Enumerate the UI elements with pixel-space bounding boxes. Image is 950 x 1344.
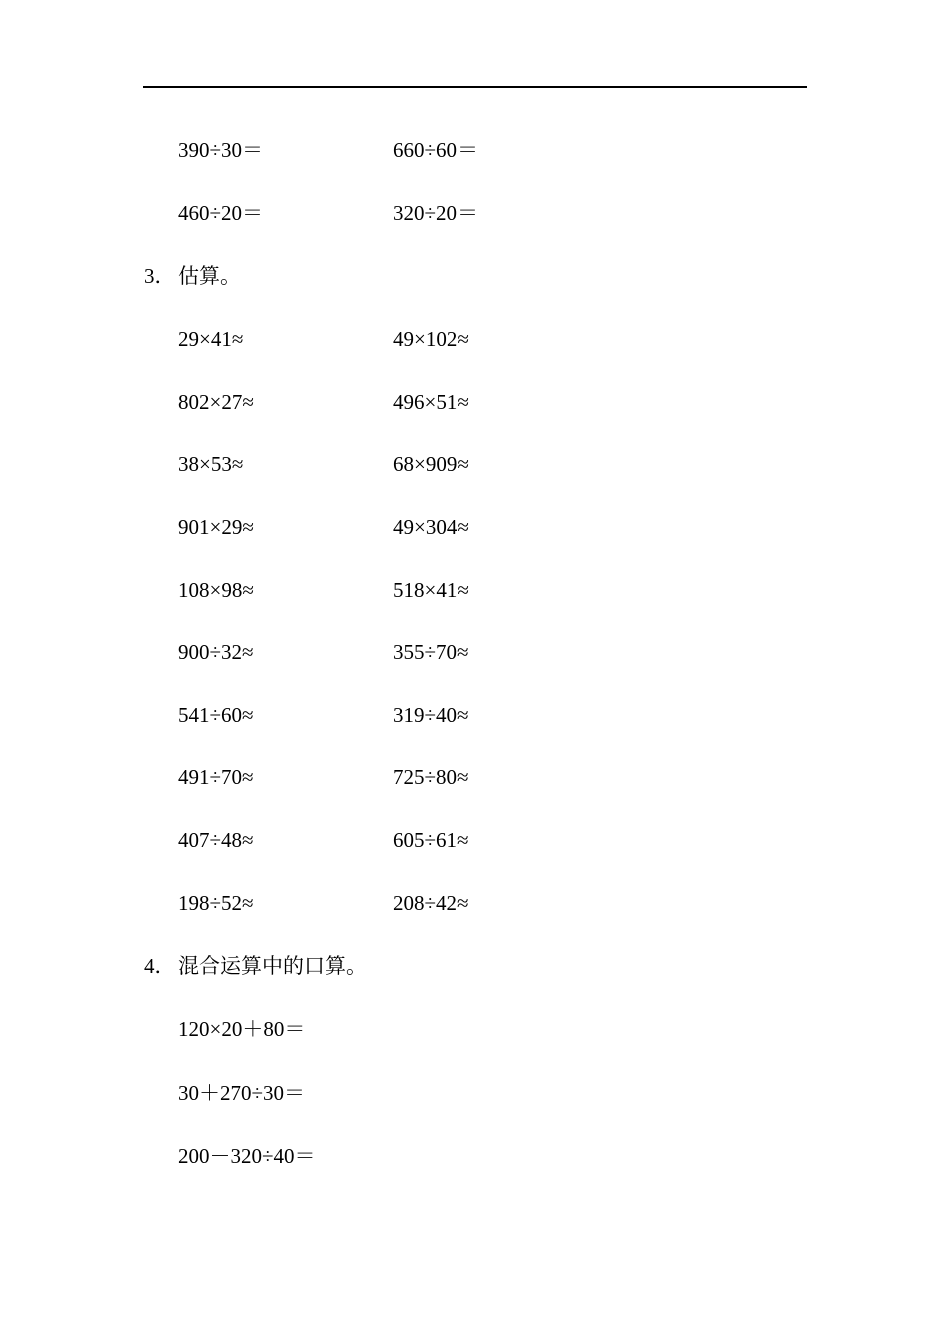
problem: 660÷60＝ — [393, 138, 479, 162]
estimate-problem: 198÷52≈ — [178, 891, 254, 915]
estimate-problem: 355÷70≈ — [393, 640, 469, 664]
problem: 390÷30＝ — [178, 138, 264, 162]
estimate-problem: 49×102≈ — [393, 327, 469, 351]
section-number: 4． — [144, 954, 176, 978]
estimate-problem: 407÷48≈ — [178, 828, 254, 852]
estimate-problem: 108×98≈ — [178, 578, 254, 602]
estimate-problem: 491÷70≈ — [178, 765, 254, 789]
section-number: 3． — [144, 264, 176, 288]
estimate-problem: 68×909≈ — [393, 452, 469, 476]
estimate-problem: 38×53≈ — [178, 452, 244, 476]
estimate-problem: 208÷42≈ — [393, 891, 469, 915]
estimate-problem: 518×41≈ — [393, 578, 469, 602]
section-4-heading — [144, 951, 367, 981]
problem: 320÷20＝ — [393, 201, 479, 225]
mixed-problem: 200－320÷40＝ — [178, 1144, 316, 1168]
header-rule — [143, 86, 807, 88]
mixed-problem: 30＋270÷30＝ — [178, 1081, 306, 1105]
estimate-problem: 725÷80≈ — [393, 765, 469, 789]
problem: 460÷20＝ — [178, 201, 264, 225]
section-title: 混合运算中的口算。 — [178, 954, 367, 978]
estimate-problem: 541÷60≈ — [178, 703, 254, 727]
estimate-problem: 901×29≈ — [178, 515, 254, 539]
estimate-problem: 319÷40≈ — [393, 703, 469, 727]
estimate-problem: 802×27≈ — [178, 390, 254, 414]
estimate-problem: 900÷32≈ — [178, 640, 254, 664]
estimate-problem: 49×304≈ — [393, 515, 469, 539]
mixed-problem: 120×20＋80＝ — [178, 1017, 306, 1041]
section-3-heading — [144, 261, 241, 291]
section-title: 估算。 — [178, 264, 241, 288]
estimate-problem: 496×51≈ — [393, 390, 469, 414]
estimate-problem: 605÷61≈ — [393, 828, 469, 852]
estimate-problem: 29×41≈ — [178, 327, 244, 351]
